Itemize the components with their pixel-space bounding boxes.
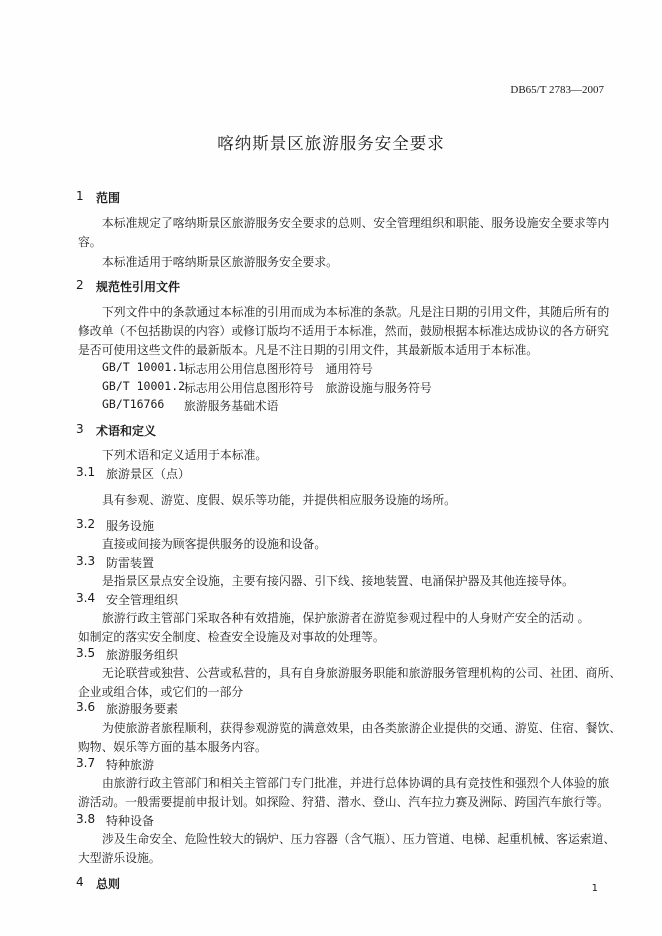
section-4-title: 总则 — [96, 877, 121, 891]
term-number: 3.5 — [76, 646, 96, 660]
term-definition: 企业或组合体，或它们的一部分 — [78, 685, 244, 699]
term-definition: 如制定的落实安全制度、检查安全设施及对事故的处理等。 — [78, 630, 385, 644]
term-title: 特种旅游 — [106, 758, 155, 772]
term-number: 3.6 — [76, 700, 96, 714]
term-definition: 由旅游行政主管部门和相关主管部门专门批准，并进行总体协调的具有竞技性和强烈个人体验的旅 — [102, 776, 610, 790]
paragraph: 修改单（不包括勘误的内容）或修订版均不适用于本标准，然而，鼓励根据本标准达成协议的各方研究 — [78, 324, 609, 338]
term-definition: 涉及生命安全、危险性较大的锅炉、压力容器（含气瓶）、压力管道、电梯、起重机械、客运索道、 — [102, 832, 616, 846]
term-number: 3.7 — [76, 756, 96, 770]
term-definition: 直接或间接为顾客提供服务的设施和设备。 — [102, 537, 327, 551]
paragraph: 本标准规定了喀纳斯景区旅游服务安全要求的总则、安全管理组织和职能、服务设施安全要求等内 — [102, 216, 610, 230]
term-definition: 无论联营或独营、公营或私营的，具有自身旅游服务职能和旅游服务管理机构的公司、社团、商所、 — [102, 666, 622, 680]
term-title: 旅游服务要素 — [106, 702, 179, 716]
term-definition: 为使旅游者旅程顺利，获得参观游览的满意效果，由各类旅游企业提供的交通、游览、住宿、餐饮、 — [102, 721, 622, 735]
term-number: 3.8 — [76, 812, 96, 826]
reference-title: 旅游服务基础术语 — [184, 399, 279, 413]
paragraph: 是否可使用这些文件的最新版本。凡是不注日期的引用文件，其最新版本适用于本标准。 — [78, 343, 539, 357]
term-title: 特种设备 — [106, 814, 155, 828]
paragraph: 容。 — [78, 235, 102, 249]
document-title: 喀纳斯景区旅游服务安全要求 — [217, 134, 445, 153]
paragraph: 下列术语和定义适用于本标准。 — [102, 448, 268, 462]
term-definition: 购物、娱乐等方面的基本服务内容。 — [78, 740, 267, 754]
reference-title: 标志用公用信息图形符号 通用符号 — [184, 362, 373, 376]
term-number: 3.3 — [76, 554, 96, 568]
reference-code: GB/T16766 — [102, 397, 165, 411]
term-definition: 是指景区景点安全设施，主要有接闪器、引下线、接地装置、电涌保护器及其他连接导体。 — [102, 574, 574, 588]
section-3-title: 术语和定义 — [96, 424, 157, 438]
reference-code: GB/T 10001.2 — [102, 379, 186, 393]
term-definition: 大型游乐设施。 — [78, 851, 161, 865]
reference-title: 标志用公用信息图形符号 旅游设施与服务符号 — [184, 381, 432, 395]
page-number: 1 — [591, 883, 598, 894]
term-title: 旅游服务组织 — [106, 648, 179, 662]
term-title: 旅游景区（点） — [106, 467, 191, 481]
term-number: 3.2 — [76, 517, 96, 531]
section-3-number: 3 — [76, 422, 84, 436]
term-definition: 具有参观、游览、度假、娱乐等功能，并提供相应服务设施的场所。 — [102, 493, 456, 507]
reference-code: GB/T 10001.1 — [102, 360, 186, 374]
term-definition: 游活动。一般需要提前申报计划。如探险、狩猎、潜水、登山、汽车拉力赛及洲际、跨国汽车旅行等。 — [78, 795, 609, 809]
term-definition: 旅游行政主管部门采取各种有效措施，保护旅游者在游览参观过程中的人身财产安全的活动 。 — [102, 611, 590, 625]
term-title: 防雷装置 — [106, 556, 155, 570]
paragraph: 本标准适用于喀纳斯景区旅游服务安全要求。 — [102, 255, 338, 269]
section-1-title: 范围 — [96, 191, 121, 205]
term-number: 3.1 — [76, 465, 96, 479]
section-2-title: 规范性引用文件 — [96, 280, 181, 294]
term-title: 安全管理组织 — [106, 593, 179, 607]
paragraph: 下列文件中的条款通过本标准的引用而成为本标准的条款。凡是注日期的引用文件，其随后所有的 — [102, 305, 610, 319]
section-1-number: 1 — [76, 189, 84, 203]
term-title: 服务设施 — [106, 519, 155, 533]
standard-code: DB65/T 2783—2007 — [510, 84, 604, 96]
section-2-number: 2 — [76, 278, 84, 292]
section-4-number: 4 — [76, 875, 84, 889]
term-number: 3.4 — [76, 591, 96, 605]
